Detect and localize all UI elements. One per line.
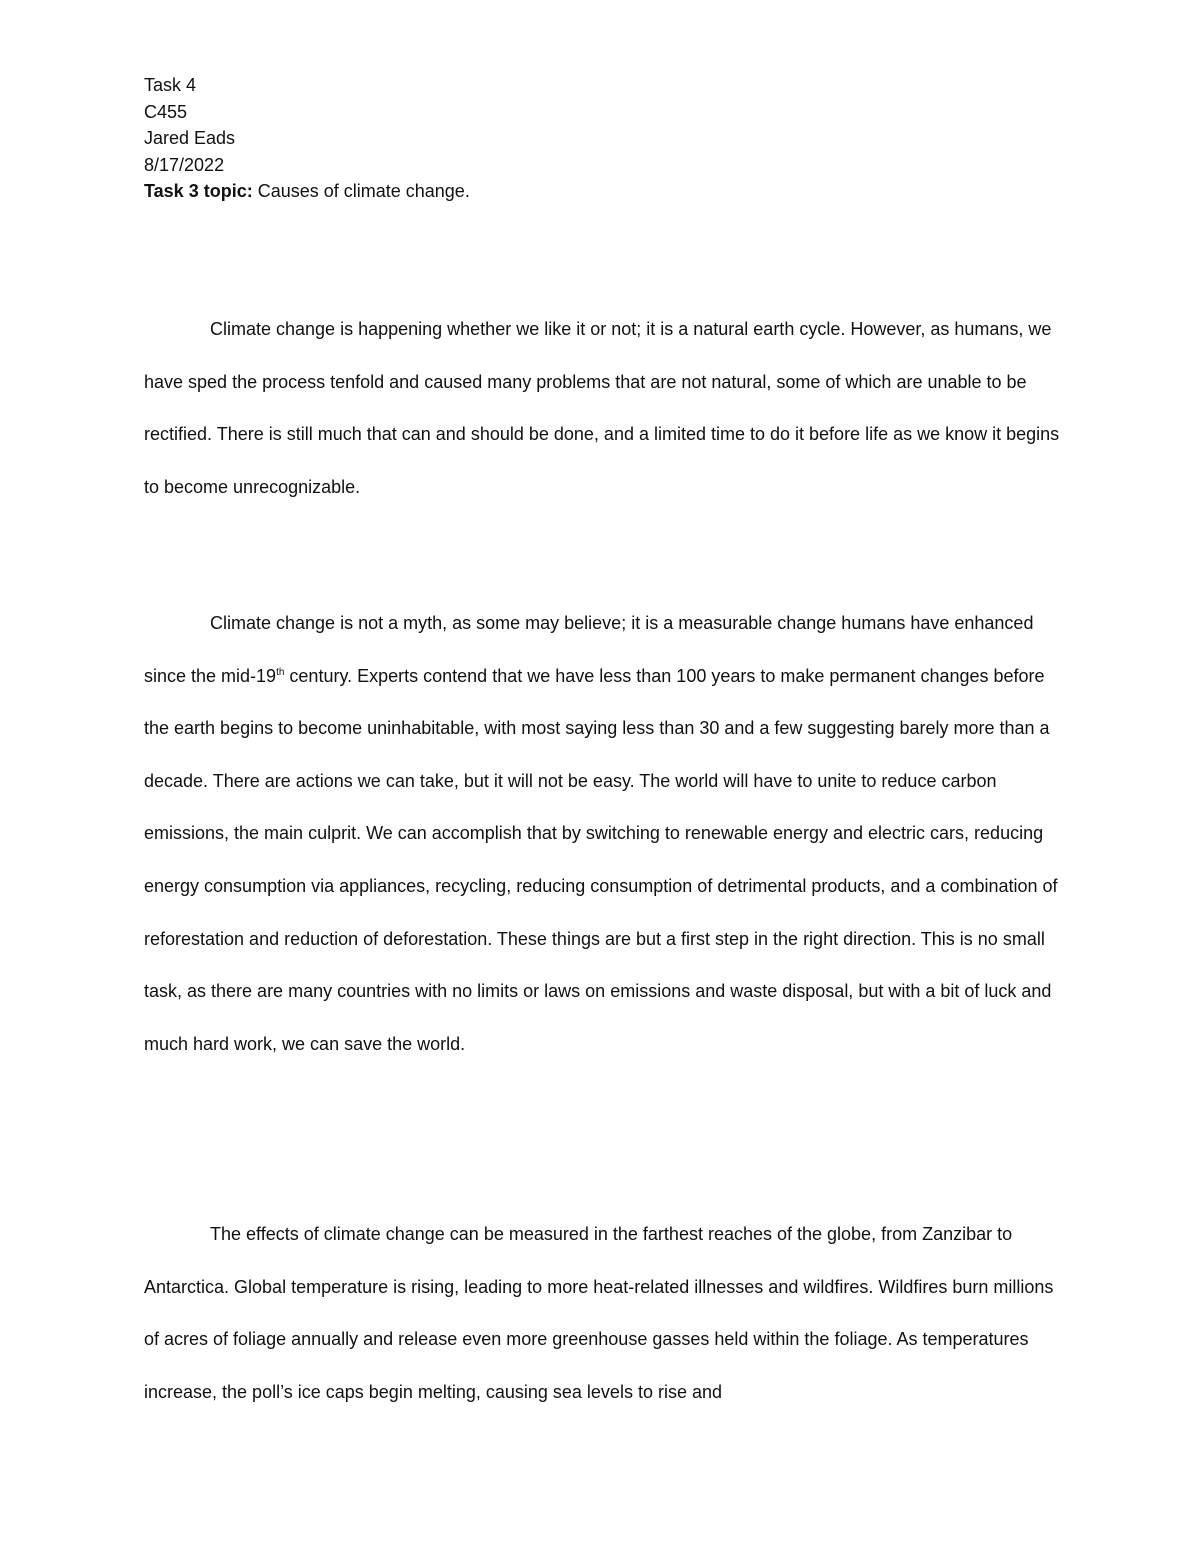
ordinal-superscript: th (276, 666, 285, 678)
topic-value: Causes of climate change. (252, 181, 470, 201)
topic-label: Task 3 topic: (144, 181, 253, 201)
paragraph-effects: The effects of climate change can be measured in the farthest reaches of the globe, from Zanzibar to Antarctica. Global temperature is rising, leading to more heat-related illnesses and wildfires. Wildfires burn millions of acres of foliage annually and release even more greenhouse gasses held within the foliage. As temperatures increase, the poll’s ice caps begin melting, causing sea levels to rise and (144, 1224, 1054, 1402)
topic-line (144, 178, 1064, 205)
document-date: 8/17/2022 (144, 154, 225, 175)
document-header (144, 72, 1064, 205)
paragraph-intro: Climate change is happening whether we like it or not; it is a natural earth cycle. However, as humans, we have sped the process tenfold and caused many problems that are not natural, some of which are unable to be rectified. There is still much that can and should be done, and a limited time to do it before life as we know it begins to become unrecognizable. (144, 319, 1060, 497)
paragraph-causes-part2: century. Experts contend that we have less than 100 years to make permanent changes before the earth begins to become uninhabitable, with most saying less than 30 and a few suggesting barely more than a decade. There are actions we can take, but it will not be easy. The world will have to unite to reduce carbon emissions, the main culprit. We can accomplish that by switching to renewable energy and electric cars, reducing energy consumption via appliances, recycling, reducing consumption of detrimental products, and a combination of reforestation and reduction of deforestation. These things are but a first step in the right direction. This is no small task, as there are many countries with no limits or laws on emissions and waste disposal, but with a bit of luck and much hard work, we can save the world. (144, 665, 1058, 1054)
author-name: Jared Eads (144, 128, 236, 148)
task-number: Task 4 (144, 75, 197, 95)
paragraph-causes-part1: Climate change is not a myth, as some may believe; it is a measurable change humans have enhanced since the mid-19 (144, 613, 1034, 686)
paragraph-causes (144, 597, 1060, 1070)
course-code: C455 (144, 101, 188, 122)
